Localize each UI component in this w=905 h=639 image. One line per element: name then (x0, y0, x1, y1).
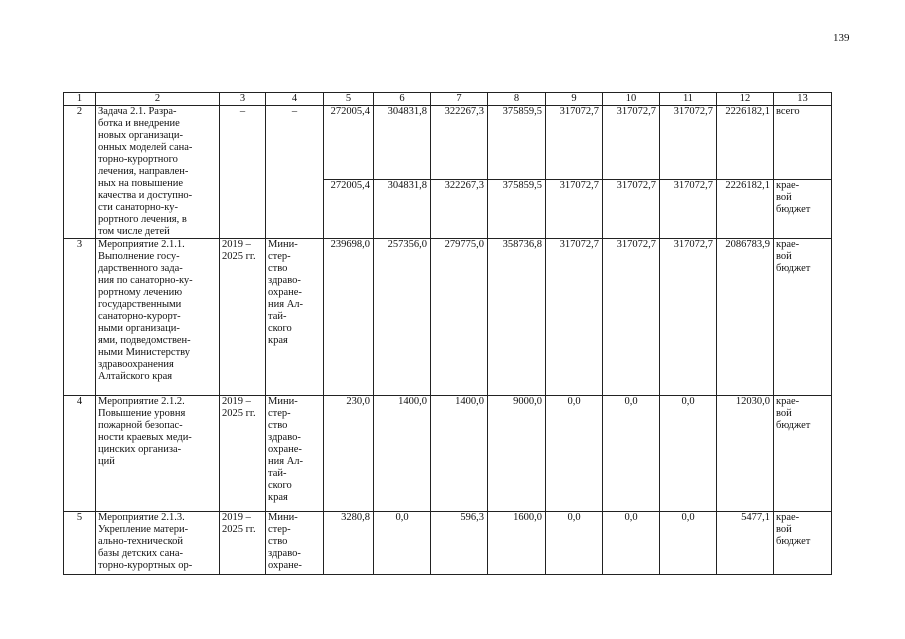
value-cell: 0,0 (603, 396, 660, 512)
value-cell: 358736,8 (488, 239, 546, 396)
value-cell: 317072,7 (603, 239, 660, 396)
value-cell: 2226182,1 (717, 106, 774, 180)
source-cell: крае- вой бюджет (774, 179, 832, 238)
value-cell: 1400,0 (431, 396, 488, 512)
row-name: Мероприятие 2.1.2. Повышение уровня пожарной безопас- ности краевых меди- цинских организа- ций (96, 396, 220, 512)
table-row (64, 512, 832, 575)
row-number: 3 (64, 239, 96, 396)
value-cell: 322267,3 (431, 106, 488, 180)
header-cell: 11 (660, 93, 717, 106)
row-number: 5 (64, 512, 96, 575)
value-cell: 317072,7 (546, 239, 603, 396)
value-cell: 596,3 (431, 512, 488, 575)
value-cell: 272005,4 (324, 179, 374, 238)
row-period: – (220, 106, 266, 239)
value-cell: 9000,0 (488, 396, 546, 512)
value-cell: 304831,8 (374, 106, 431, 180)
source-cell: всего (774, 106, 832, 180)
value-cell: 5477,1 (717, 512, 774, 575)
row-name: Мероприятие 2.1.3. Укрепление матери- ально-технической базы детских сана- торно-курортных ор- (96, 512, 220, 575)
row-number: 4 (64, 396, 96, 512)
budget-table (63, 92, 832, 575)
row-executor: – (266, 106, 324, 239)
row-executor: Мини- стер- ство здраво- охране- (266, 512, 324, 575)
row-number: 2 (64, 106, 96, 239)
row-period: 2019 – 2025 гг. (220, 396, 266, 512)
header-cell: 13 (774, 93, 832, 106)
value-cell: 0,0 (660, 512, 717, 575)
value-cell: 304831,8 (374, 179, 431, 238)
header-cell: 6 (374, 93, 431, 106)
header-cell: 1 (64, 93, 96, 106)
value-cell: 375859,5 (488, 106, 546, 180)
value-cell: 317072,7 (660, 106, 717, 180)
source-cell: крае- вой бюджет (774, 396, 832, 512)
value-cell: 317072,7 (546, 106, 603, 180)
source-cell: крае- вой бюджет (774, 239, 832, 396)
row-name: Задача 2.1. Разра- ботка и внедрение новых организаци- онных моделей сана- торно-курортного лечения, направлен- ных на повышение качества и доступно- сти санаторно-ку- рортного лечения, в том числе детей (96, 106, 220, 239)
value-cell: 2086783,9 (717, 239, 774, 396)
value-cell: 375859,5 (488, 179, 546, 238)
header-cell: 4 (266, 93, 324, 106)
value-cell: 3280,8 (324, 512, 374, 575)
table-row (64, 239, 832, 396)
value-cell: 239698,0 (324, 239, 374, 396)
value-cell: 0,0 (546, 512, 603, 575)
source-cell: крае- вой бюджет (774, 512, 832, 575)
value-cell: 230,0 (324, 396, 374, 512)
value-cell: 0,0 (660, 396, 717, 512)
value-cell: 1400,0 (374, 396, 431, 512)
header-cell: 9 (546, 93, 603, 106)
value-cell: 317072,7 (546, 179, 603, 238)
table-row (64, 106, 832, 180)
value-cell: 257356,0 (374, 239, 431, 396)
table-row (64, 396, 832, 512)
value-cell: 317072,7 (603, 179, 660, 238)
value-cell: 0,0 (546, 396, 603, 512)
value-cell: 0,0 (374, 512, 431, 575)
value-cell: 317072,7 (603, 106, 660, 180)
row-name: Мероприятие 2.1.1. Выполнение госу- дарственного зада- ния по санаторно-ку- рортному лечению государственными санаторно-курорт- ными организаци- ями, подведомствен- ными Министерству здравоохранения Алтайского края (96, 239, 220, 396)
header-cell: 8 (488, 93, 546, 106)
row-executor: Мини- стер- ство здраво- охране- ния Ал- тай- ского края (266, 396, 324, 512)
row-period: 2019 – 2025 гг. (220, 512, 266, 575)
value-cell: 279775,0 (431, 239, 488, 396)
page-number: 139 (833, 32, 850, 44)
value-cell: 1600,0 (488, 512, 546, 575)
header-cell: 12 (717, 93, 774, 106)
value-cell: 322267,3 (431, 179, 488, 238)
header-cell: 7 (431, 93, 488, 106)
header-cell: 10 (603, 93, 660, 106)
value-cell: 317072,7 (660, 239, 717, 396)
value-cell: 317072,7 (660, 179, 717, 238)
row-period: 2019 – 2025 гг. (220, 239, 266, 396)
value-cell: 12030,0 (717, 396, 774, 512)
value-cell: 272005,4 (324, 106, 374, 180)
row-executor: Мини- стер- ство здраво- охране- ния Ал- тай- ского края (266, 239, 324, 396)
header-row (64, 93, 832, 106)
header-cell: 2 (96, 93, 220, 106)
value-cell: 0,0 (603, 512, 660, 575)
value-cell: 2226182,1 (717, 179, 774, 238)
header-cell: 5 (324, 93, 374, 106)
header-cell: 3 (220, 93, 266, 106)
